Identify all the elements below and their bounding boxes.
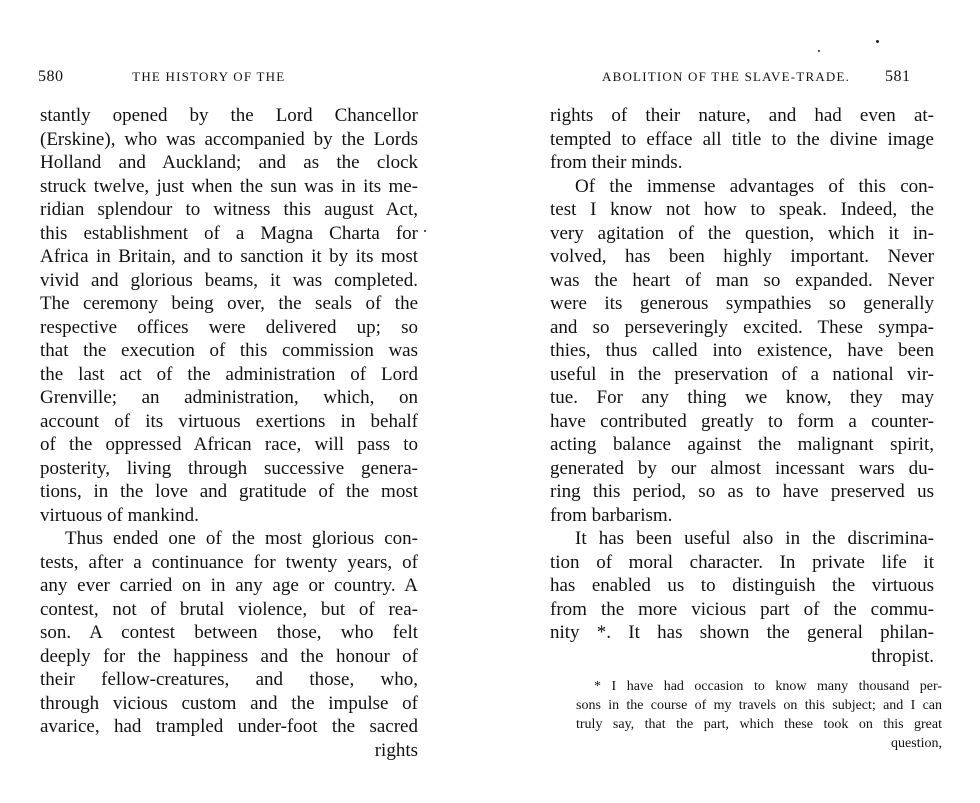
text-line: and so perseveringly excited. These sympa- bbox=[550, 316, 934, 338]
text-line: account of its virtuous exertions in behalf bbox=[40, 410, 418, 432]
text-line: thies, thus called into existence, have been bbox=[550, 340, 934, 361]
text-line: ridian splendour to witness this august Act, bbox=[40, 199, 418, 220]
text-line: volved, has been highly important. Never bbox=[550, 246, 934, 267]
text-line: (Erskine), who was accompanied by the Lords bbox=[40, 128, 418, 150]
text-line: contest, not of brutal violence, but of rea- bbox=[40, 598, 418, 620]
text-line: vivid and glorious beams, it was completed. bbox=[40, 269, 418, 291]
left-body-text bbox=[40, 104, 418, 762]
text-line: were its generous sympathies so generally bbox=[550, 293, 934, 314]
text-line: rights of their nature, and had even at- bbox=[550, 105, 934, 126]
text-line: generated by our almost incessant wars du- bbox=[550, 457, 934, 479]
text-line: Thus ended one of the most glorious con- bbox=[65, 528, 418, 549]
footnote-line: truly say, that the part, which these took on this great bbox=[576, 717, 942, 732]
text-line: from the more vicious part of the commu- bbox=[550, 598, 934, 620]
text-line: this establishment of a Magna Charta for bbox=[40, 222, 418, 244]
speck-mark bbox=[424, 230, 426, 232]
speck-mark bbox=[818, 50, 820, 52]
footnote bbox=[576, 677, 942, 753]
right-running-head bbox=[602, 68, 911, 86]
right-body-text bbox=[550, 104, 934, 668]
text-line: The ceremony being over, the seals of the bbox=[40, 293, 418, 314]
text-line: son. A contest between those, who felt bbox=[40, 622, 418, 643]
left-running-head bbox=[38, 68, 285, 86]
text-line: tue. For any thing we know, they may bbox=[550, 387, 934, 408]
text-line: very agitation of the question, which it in- bbox=[550, 222, 934, 244]
text-line: tests, after a continuance for twenty years, of bbox=[40, 551, 418, 573]
footnote-line: sons in the course of my travels on this subject; and I can bbox=[576, 698, 942, 713]
text-line: that the execution of this commission was bbox=[40, 340, 418, 361]
text-line: ring this period, so as to have preserved us bbox=[550, 481, 934, 502]
footnote-line: question, bbox=[891, 736, 942, 751]
text-line: rights bbox=[374, 739, 418, 761]
text-line: Grenville; an administration, which, on bbox=[40, 387, 418, 408]
text-line: Of the immense advantages of this con- bbox=[575, 175, 934, 197]
right-page-number: 581 bbox=[885, 68, 911, 85]
text-line: the last act of the administration of Lord bbox=[40, 363, 418, 385]
text-line: struck twelve, just when the sun was in its me- bbox=[40, 175, 418, 197]
text-line: from their minds. bbox=[550, 152, 683, 173]
text-line: tempted to efface all title to the divine image bbox=[550, 128, 934, 150]
right-running-title: ABOLITION OF THE SLAVE-TRADE. bbox=[602, 69, 851, 84]
text-line: stantly opened by the Lord Chancellor bbox=[40, 105, 418, 126]
text-line: acting balance against the malignant spirit, bbox=[550, 434, 934, 455]
text-line: have contributed greatly to form a counter- bbox=[550, 410, 934, 432]
text-line: tion of moral character. In private life it bbox=[550, 551, 934, 573]
text-line: any ever carried on in any age or country. A bbox=[40, 575, 418, 596]
text-line: nity *. It has shown the general philan- bbox=[550, 622, 934, 643]
text-line: was the heart of man so expanded. Never bbox=[550, 269, 934, 291]
footnote-line: * I have had occasion to know many thousand per- bbox=[594, 679, 942, 694]
text-line: thropist. bbox=[871, 645, 934, 667]
speck-mark bbox=[876, 40, 879, 43]
text-line: posterity, living through successive genera- bbox=[40, 457, 418, 479]
text-line: through vicious custom and the impulse of bbox=[40, 692, 418, 714]
text-line: of the oppressed African race, will pass to bbox=[40, 434, 418, 455]
text-line: Holland and Auckland; and as the clock bbox=[40, 152, 418, 173]
text-line: test I know not how to speak. Indeed, the bbox=[550, 199, 934, 220]
text-line: Africa in Britain, and to sanction it by its most bbox=[40, 246, 418, 267]
left-page-number: 580 bbox=[38, 68, 64, 85]
text-line: tions, in the love and gratitude of the most bbox=[40, 481, 418, 502]
text-line: from barbarism. bbox=[550, 504, 673, 526]
text-line: virtuous of mankind. bbox=[40, 504, 199, 526]
text-line: deeply for the happiness and the honour of bbox=[40, 645, 418, 667]
text-line: It has been useful also in the discrimina- bbox=[575, 528, 934, 549]
left-running-title: THE HISTORY OF THE bbox=[132, 69, 286, 84]
text-line: has enabled us to distinguish the virtuous bbox=[550, 575, 934, 596]
text-line: respective offices were delivered up; so bbox=[40, 316, 418, 338]
text-line: their fellow-creatures, and those, who, bbox=[40, 669, 418, 690]
text-line: avarice, had trampled under-foot the sacred bbox=[40, 716, 418, 737]
text-line: useful in the preservation of a national vir- bbox=[550, 363, 934, 385]
right-page bbox=[490, 0, 980, 803]
